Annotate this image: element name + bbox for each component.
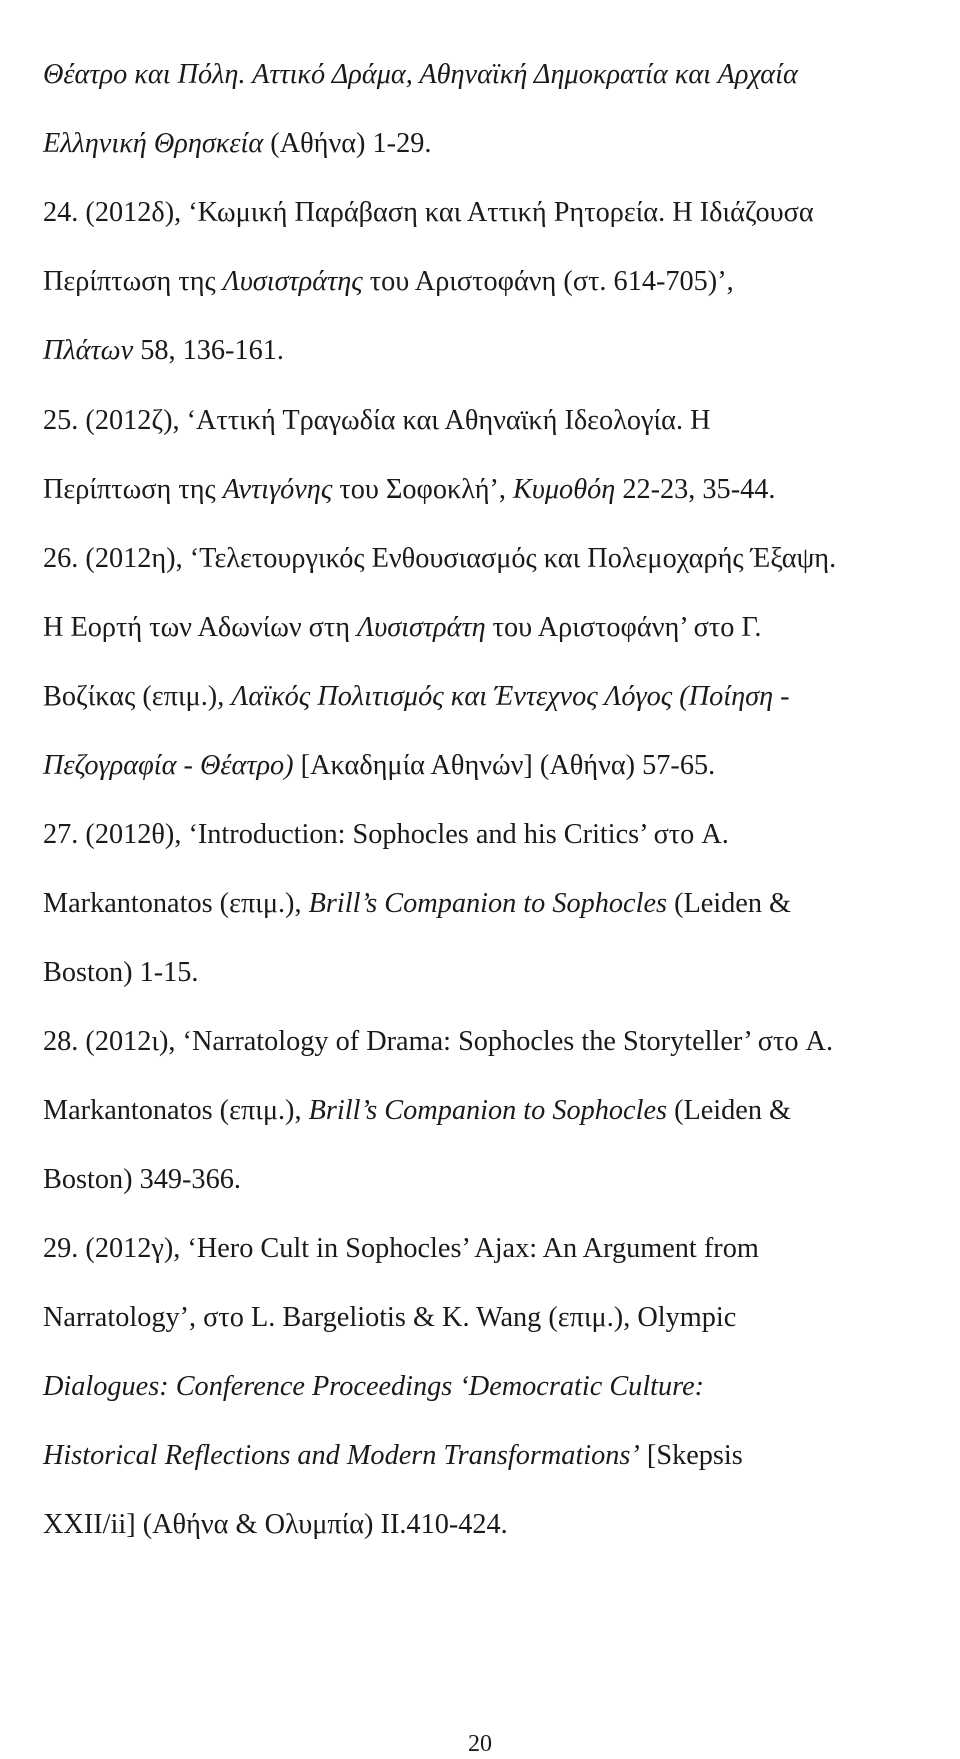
entry-29-line-3: Dialogues: Conference Proceedings ‘Democratic Culture: (43, 1371, 705, 1402)
entry-number: 26. (43, 543, 79, 574)
entry-28-line-2: Markantonatos (επιμ.), Brill’s Companion to Sophocles (Leiden & (43, 1095, 792, 1126)
entry-26-line-2: Η Εορτή των Αδωνίων στη Λυσιστράτη του Αριστοφάνη’ στο Γ. (43, 612, 762, 643)
entry-29-line-5: XXII/ii] (Αθήνα & Ολυμπία) II.410-424. (43, 1509, 508, 1540)
entry-26-line-3: Βοζίκας (επιμ.), Λαϊκός Πολιτισμός και Έντεχνος Λόγος (Ποίηση - (43, 681, 790, 712)
entry-24-line-2: Περίπτωση της Λυσιστράτης του Αριστοφάνη (στ. 614-705)’, (43, 266, 734, 297)
entry-number: 27. (43, 819, 79, 850)
carryover-line-1: Θέατρο και Πόλη. Αττικό Δράμα, Αθηναϊκή Δημοκρατία και Αρχαία (43, 59, 798, 90)
entry-24-line-3: Πλάτων 58, 136-161. (43, 335, 284, 366)
entry-29-line-1: 29. (2012γ), ‘Hero Cult in Sophocles’ Ajax: An Argument from (43, 1233, 759, 1264)
entry-number: 24. (43, 197, 79, 228)
entry-number: 29. (43, 1233, 79, 1264)
entry-28-line-3: Boston) 349-366. (43, 1164, 241, 1195)
carryover-line-2: Ελληνική Θρησκεία (Αθήνα) 1-29. (43, 128, 432, 159)
page-number: 20 (468, 1731, 492, 1757)
entry-27-line-1: 27. (2012θ), ‘Introduction: Sophocles and his Critics’ στο A. (43, 819, 729, 850)
entry-25-line-1: 25. (2012ζ), ‘Αττική Τραγωδία και Αθηναϊκή Ιδεολογία. Η (43, 405, 711, 436)
entry-29-line-4: Historical Reflections and Modern Transformations’ [Skepsis (43, 1440, 743, 1471)
entry-28-line-1: 28. (2012ι), ‘Narratology of Drama: Sophocles the Storyteller’ στο A. (43, 1026, 834, 1057)
entry-27-line-2: Markantonatos (επιμ.), Brill’s Companion to Sophocles (Leiden & (43, 888, 792, 919)
entry-24-line-1: 24. (2012δ), ‘Κωμική Παράβαση και Αττική Ρητορεία. Η Ιδιάζουσα (43, 197, 814, 228)
entry-29-line-2: Narratology’, στο L. Bargeliotis & K. Wang (επιμ.), Olympic (43, 1302, 737, 1333)
entry-number: 25. (43, 405, 79, 436)
entry-27-line-3: Boston) 1-15. (43, 957, 199, 988)
entry-number: 28. (43, 1026, 79, 1057)
entry-26-line-1: 26. (2012η), ‘Τελετουργικός Ενθουσιασμός και Πολεμοχαρής Έξαψη. (43, 543, 837, 574)
entry-25-line-2: Περίπτωση της Αντιγόνης του Σοφοκλή’, Κυμοθόη 22-23, 35-44. (43, 474, 776, 505)
entry-26-line-4: Πεζογραφία - Θέατρο) [Ακαδημία Αθηνών] (Αθήνα) 57-65. (43, 750, 716, 781)
